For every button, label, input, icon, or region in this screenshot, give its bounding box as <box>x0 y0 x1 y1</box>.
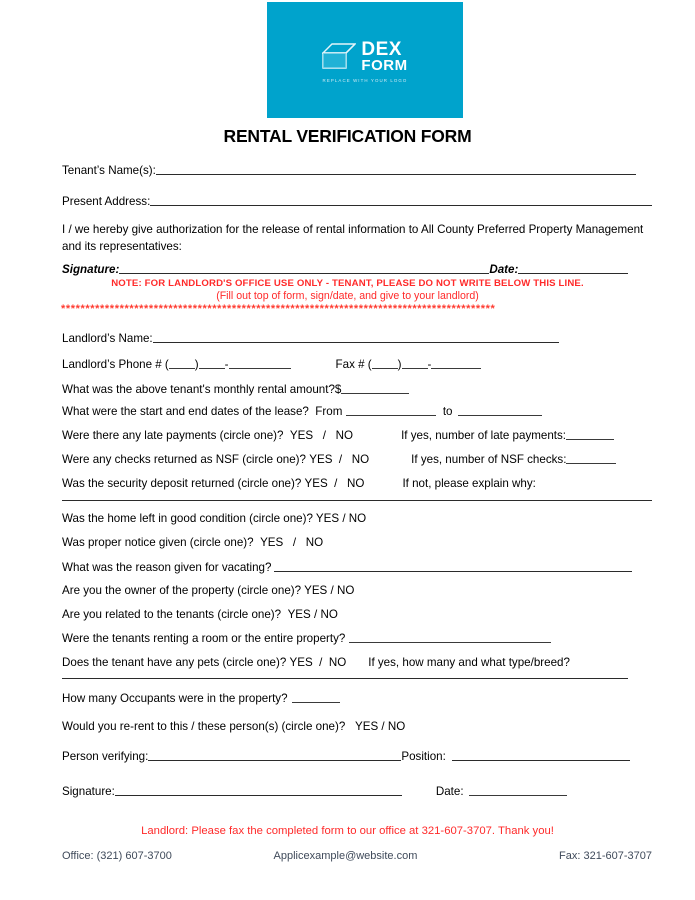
landlord-phone-label: Landlord’s Phone # ( <box>62 358 169 371</box>
deposit-options[interactable]: YES / NO <box>304 477 365 490</box>
present-address-label: Present Address: <box>62 195 151 208</box>
pets-explanation-blank[interactable] <box>62 678 628 679</box>
pets-followup-label: If yes, how many and what type/breed? <box>368 656 570 669</box>
home-condition-label[interactable]: Was the home left in good condition (circle one)? YES / NO <box>62 512 367 525</box>
authorization-paragraph: I / we hereby give authorization for the release of rental information to All County Preferred Property Management and its representatives: <box>62 223 644 253</box>
box-icon <box>322 42 356 72</box>
rent-currency: $ <box>334 383 342 396</box>
person-verifying-blank[interactable] <box>148 749 401 761</box>
landlord-signature-blank[interactable] <box>115 784 402 796</box>
field-pets <box>62 656 570 670</box>
position-blank[interactable] <box>452 749 630 761</box>
field-present-address <box>62 194 652 209</box>
nsf-followup-label: If yes, number of NSF checks: <box>411 453 567 466</box>
deposit-explanation-blank[interactable] <box>62 500 652 501</box>
footer-fax: Fax: 321-607-3707 <box>559 850 652 862</box>
property-owner-label[interactable]: Are you the owner of the property (circle one)? YES / NO <box>62 584 355 597</box>
field-related-to-tenants <box>62 608 338 622</box>
tenant-name-blank[interactable] <box>156 163 636 175</box>
vacating-reason-blank[interactable] <box>274 560 632 572</box>
tenant-name-label: Tenant’s Name(s): <box>62 164 156 177</box>
landlord-date-blank[interactable] <box>469 785 567 796</box>
present-address-blank[interactable] <box>150 194 652 206</box>
late-payments-label: Were there any late payments (circle one)? <box>62 429 284 442</box>
proper-notice-options[interactable]: YES / NO <box>260 536 324 549</box>
pets-label: Does the tenant have any pets (circle one)? <box>62 656 287 669</box>
fax-prefix-blank[interactable] <box>402 358 428 369</box>
phone-paren-close: ) <box>194 358 199 371</box>
footer-email[interactable]: Applicexample@website.com <box>273 850 418 862</box>
pets-options[interactable]: YES / NO <box>289 656 347 669</box>
field-property-owner <box>62 584 354 598</box>
lease-from-blank[interactable] <box>346 405 436 416</box>
lease-to-blank[interactable] <box>458 405 542 416</box>
logo-line1: DEX <box>361 39 402 61</box>
field-landlord-name <box>62 331 559 346</box>
logo-wordmark <box>361 41 407 72</box>
field-landlord-signature <box>62 784 567 799</box>
field-rerent <box>62 720 405 734</box>
fax-dash: - <box>427 358 432 371</box>
occupants-blank[interactable] <box>292 692 340 703</box>
field-home-condition <box>62 512 366 526</box>
rerent-options[interactable]: YES / NO <box>354 720 406 733</box>
landlord-use-note <box>0 278 695 302</box>
logo-banner <box>267 2 463 118</box>
fax-label: Fax # ( <box>335 358 372 371</box>
landlord-signature-label: Signature: <box>62 785 115 798</box>
fax-area-blank[interactable] <box>372 358 398 369</box>
position-label: Position: <box>401 750 446 763</box>
field-person-verifying <box>62 749 630 764</box>
phone-dash: - <box>224 358 229 371</box>
field-security-deposit <box>62 477 536 491</box>
rental-scope-label: Were the tenants renting a room or the entire property? <box>62 632 346 645</box>
footer-contacts <box>62 850 652 862</box>
nsf-options[interactable]: YES / NO <box>309 453 370 466</box>
note-separator: ***************************************************************************************** <box>61 303 496 315</box>
fax-line-blank[interactable] <box>431 358 481 369</box>
logo-line2: FORM <box>361 56 408 74</box>
occupants-label: How many Occupants were in the property? <box>62 692 288 705</box>
tenant-signature-label: Signature: <box>62 263 120 276</box>
lease-dates-label: What were the start and end dates of the lease? <box>62 405 309 418</box>
logo-tagline: REPLACE WITH YOUR LOGO <box>322 77 408 83</box>
nsf-label: Were any checks returned as NSF (circle one)? <box>62 453 306 466</box>
field-occupants <box>62 692 340 706</box>
person-verifying-label: Person verifying: <box>62 750 149 763</box>
deposit-followup-label: If not, please explain why: <box>402 477 536 490</box>
late-payments-followup-label: If yes, number of late payments: <box>401 429 567 442</box>
phone-area-blank[interactable] <box>169 358 195 369</box>
rerent-label: Would you re-rent to this / these person(s) (circle one)? <box>62 720 346 733</box>
landlord-date-label: Date: <box>435 785 464 798</box>
note-line-2: (Fill out top of form, sign/date, and give to your landlord) <box>216 290 479 302</box>
monthly-rent-label: What was the above tenant's monthly rental amount? <box>62 383 335 396</box>
proper-notice-label: Was proper notice given (circle one)? <box>62 536 254 549</box>
monthly-rent-blank[interactable] <box>341 383 409 394</box>
field-monthly-rent <box>62 383 409 397</box>
field-vacating-reason <box>62 560 632 575</box>
related-options[interactable]: YES / NO <box>287 608 338 621</box>
related-label: Are you related to the tenants (circle one)? <box>62 608 282 621</box>
phone-line-blank[interactable] <box>229 358 291 369</box>
footer-office-phone: Office: (321) 607-3700 <box>62 850 172 862</box>
deposit-label: Was the security deposit returned (circle one)? <box>62 477 302 490</box>
field-rental-scope <box>62 632 551 646</box>
vacating-reason-label: What was the reason given for vacating? <box>62 561 272 574</box>
fax-instruction-note: Landlord: Please fax the completed form to our office at 321-607-3707. Thank you! <box>141 825 554 837</box>
phone-prefix-blank[interactable] <box>199 358 225 369</box>
tenant-date-label: Date: <box>489 263 519 276</box>
field-nsf-checks <box>62 453 616 467</box>
field-lease-dates <box>62 405 542 419</box>
landlord-name-label: Landlord’s Name: <box>62 332 153 345</box>
note-line-1: NOTE: FOR LANDLORD'S OFFICE USE ONLY - TENANT, PLEASE DO NOT WRITE BELOW THIS LINE. <box>111 278 584 289</box>
logo-group <box>322 41 407 82</box>
field-proper-notice <box>62 536 323 550</box>
tenant-signature-row <box>62 262 654 276</box>
landlord-name-blank[interactable] <box>153 331 559 343</box>
field-landlord-phone <box>62 358 481 372</box>
logo-lockup <box>322 41 407 72</box>
nsf-count-blank[interactable] <box>566 453 616 464</box>
late-payments-count-blank[interactable] <box>566 429 614 440</box>
field-tenant-name <box>62 163 636 178</box>
rental-scope-blank[interactable] <box>349 632 551 643</box>
field-late-payments <box>62 429 614 443</box>
lease-to-label: to <box>442 405 453 418</box>
tenant-date-blank[interactable] <box>518 262 628 274</box>
late-payments-options[interactable]: YES / NO <box>289 429 354 442</box>
tenant-signature-blank[interactable] <box>119 262 489 274</box>
fax-paren-close: ) <box>397 358 402 371</box>
lease-from-label: From <box>315 405 343 418</box>
page-title: RENTAL VERIFICATION FORM <box>223 126 472 146</box>
